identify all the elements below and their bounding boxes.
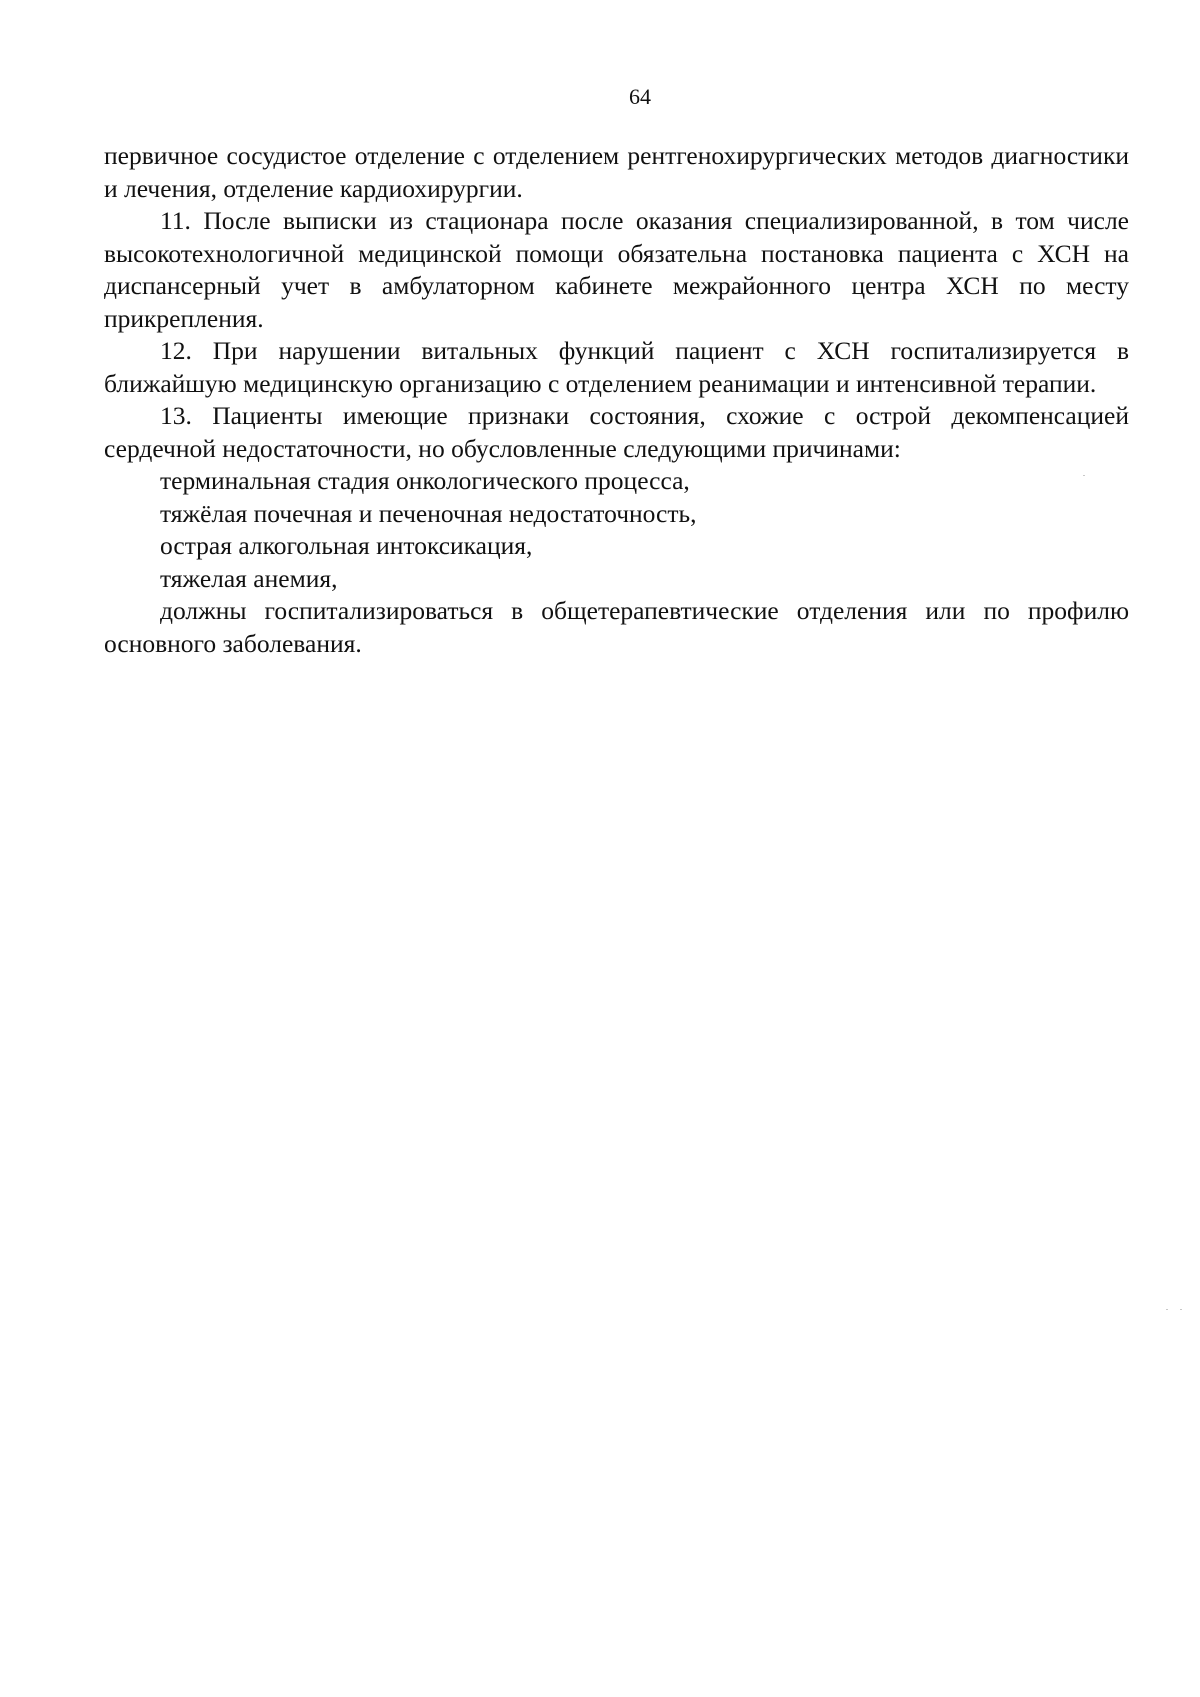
page-number: 64 <box>629 84 651 109</box>
scan-speck <box>1180 1309 1182 1310</box>
paragraph-continuation: первичное сосудистое отделение с отделением рентгенохирургических методов диагностики и лечения, отделение кардиохирургии. <box>104 141 1129 203</box>
paragraph-12: 12. При нарушении витальных функций пациент с ХСН госпитализируется в ближайшую медицинскую организацию с отделением реанимации и интенсивной терапии. <box>104 336 1129 398</box>
paragraph-13: 13. Пациенты имеющие признаки состояния, схожие с острой декомпенсацией сердечной недостаточности, но обусловленные следующими причинами: <box>104 401 1129 463</box>
scan-speck <box>1166 1309 1168 1310</box>
list-item-oncology: терминальная стадия онкологического процесса, <box>160 466 690 495</box>
list-item-alcohol: острая алкогольная интоксикация, <box>160 531 533 560</box>
list-item-anemia: тяжелая анемия, <box>160 563 338 593</box>
scan-speck <box>1083 475 1085 476</box>
document-body <box>104 140 1129 660</box>
paragraph-11: 11. После выписки из стационара после оказания специализированной, в том числе высокотехнологичной медицинской помощи обязательна постановка пациента с ХСН на диспансерный учет в амбулаторном кабинете межрайонного центра ХСН по месту прикрепления. <box>104 206 1129 333</box>
paragraph-final: должны госпитализироваться в общетерапевтические отделения или по профилю основного заболевания. <box>104 596 1129 658</box>
list-item-renal-hepatic: тяжёлая почечная и печеночная недостаточность, <box>160 498 697 528</box>
